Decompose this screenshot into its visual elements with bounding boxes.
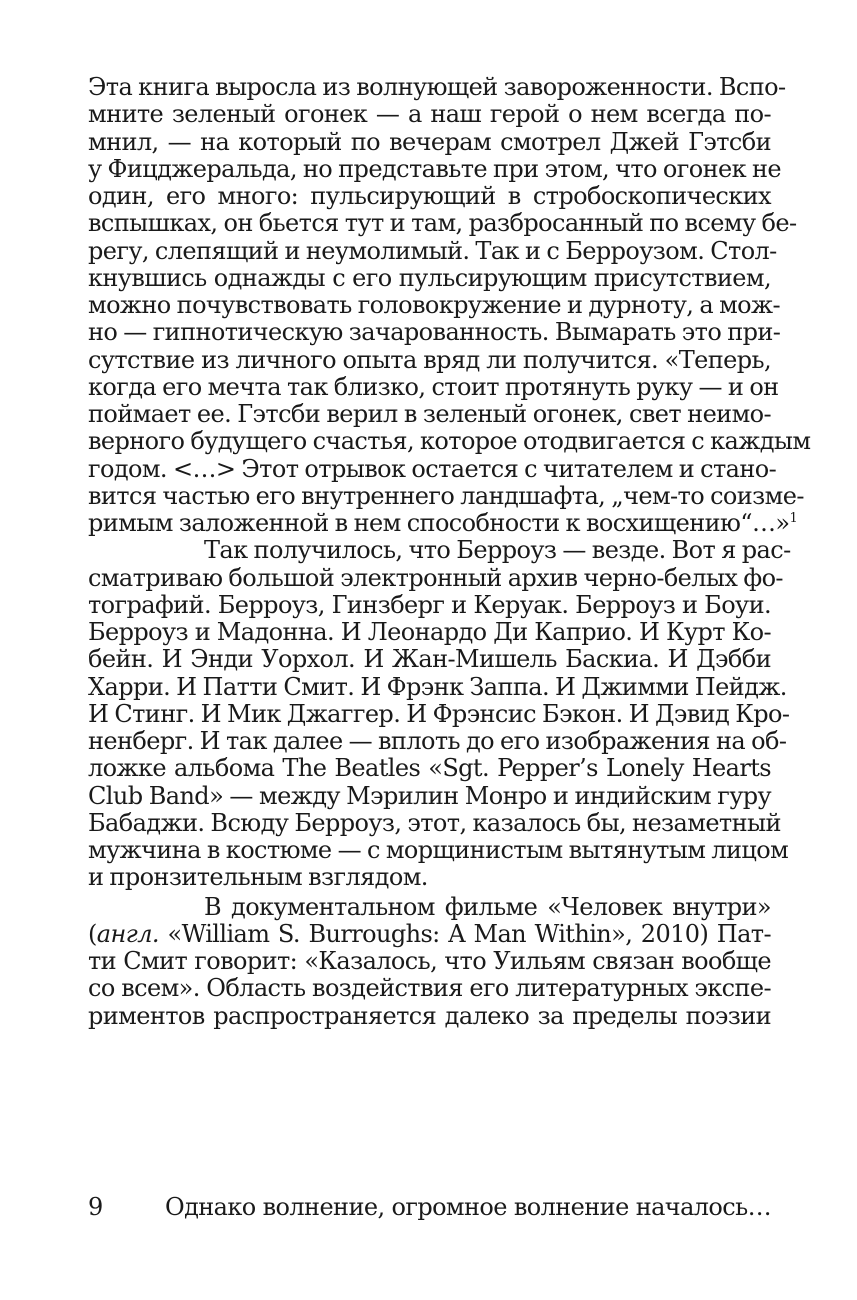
text-line: кнувшись однажды с его пульсирующим присутствием, bbox=[88, 263, 771, 292]
text-line: И Стинг. И Мик Джаггер. И Фрэнсис Бэкон. И Дэвид Кро- bbox=[88, 699, 790, 728]
line-rest: «William S. Burroughs: A Man Within», 2010) Пат- bbox=[158, 919, 771, 948]
text-line: со всем». Область воздействия его литературных экспе- bbox=[88, 974, 771, 1003]
text-line: Берроуз и Мадонна. И Леонардо Ди Каприо. И Курт Ко- bbox=[88, 618, 771, 646]
text-line: Эта книга выросла из волнующей завороженности. Вспо- bbox=[88, 73, 786, 101]
text-line: один, его много: пульсирующий в стробоскопических bbox=[88, 182, 771, 210]
text-line: мужчина в костюме — с морщинистым вытянутым лицом bbox=[88, 836, 789, 864]
open-paren: ( bbox=[88, 919, 97, 948]
text-line: Так получилось, что Берроуз — везде. Вот я рас- bbox=[204, 536, 791, 565]
page-number: 9 bbox=[88, 1193, 103, 1221]
text-line: ложке альбома The Beatles «Sgt. Pepper’s Lonely Hearts bbox=[88, 754, 771, 783]
text-line: и пронзительным взглядом. bbox=[88, 863, 428, 892]
text-line: вспышках, он бьется тут и там, разбросанный по всему бе- bbox=[88, 209, 797, 238]
footnote-ref[interactable]: 1 bbox=[789, 511, 798, 526]
text-line bbox=[88, 509, 798, 537]
text-line: поймает ее. Гэтсби верил в зеленый огонек, свет неимо- bbox=[88, 400, 771, 428]
text-line: регу, слепящий и неумолимый. Так и с Берроузом. Стол- bbox=[88, 236, 777, 265]
text-line: Бабаджи. Всюду Берроуз, этот, казалось бы, незаметный bbox=[88, 808, 781, 837]
text-line: можно почувствовать головокружение и дурноту, а мож- bbox=[88, 291, 780, 319]
running-head: Однако волнение, огромное волнение началось… bbox=[165, 1193, 771, 1221]
paragraph-1 bbox=[88, 73, 811, 537]
text-line: но — гипнотическую зачарованность. Вымарать это при- bbox=[88, 318, 781, 347]
paragraph-2 bbox=[88, 536, 791, 892]
text-line: ненберг. И так далее — вплоть до его изображения на об- bbox=[88, 727, 787, 755]
text-line: тографий. Берроуз, Гинзберг и Керуак. Берроуз и Боуи. bbox=[88, 590, 771, 619]
text-line: когда его мечта так близко, стоит протянуть руку — и он bbox=[88, 372, 779, 401]
text-line: В документальном фильме «Человек внутри» bbox=[204, 892, 771, 921]
quote-end-text: римым заложенной в нем способности к восхищению“…» bbox=[88, 509, 790, 537]
abbr-italic: англ. bbox=[96, 919, 159, 948]
text-line: Харри. И Патти Смит. И Фрэнк Заппа. И Джимми Пейдж. bbox=[88, 672, 787, 701]
text-line: у Фицджеральда, но представьте при этом, что огонек не bbox=[88, 154, 782, 183]
text-line: сматриваю большой электронный архив черно-белых фо- bbox=[88, 563, 783, 592]
text-line: Club Band» — между Мэрилин Монро и индийским гуру bbox=[88, 781, 771, 810]
text-line: сутствие из личного опыта вряд ли получится. «Теперь, bbox=[88, 345, 771, 374]
text-line: верного будущего счастья, которое отодвигается с каждым bbox=[88, 427, 811, 456]
text-line: мнил, — на который по вечерам смотрел Джей Гэтсби bbox=[88, 127, 771, 156]
text-line bbox=[88, 921, 771, 948]
body-text bbox=[88, 73, 811, 1030]
text-line: ти Смит говорит: «Казалось, что Уильям связан вообще bbox=[88, 947, 771, 975]
text-line: мните зеленый огонек — а наш герой о нем всегда по- bbox=[88, 100, 771, 129]
paragraph-3 bbox=[88, 894, 771, 1030]
text-line: бейн. И Энди Уорхол. И Жан-Мишель Баскиа. И Дэбби bbox=[88, 645, 771, 674]
text-line: годом. <…> Этот отрывок остается с читателем и стано- bbox=[88, 454, 777, 483]
text-line: риментов распространяется далеко за пределы поэзии bbox=[88, 1001, 771, 1030]
text-line: вится частью его внутреннего ландшафта, „чем-то соизме- bbox=[88, 481, 804, 510]
